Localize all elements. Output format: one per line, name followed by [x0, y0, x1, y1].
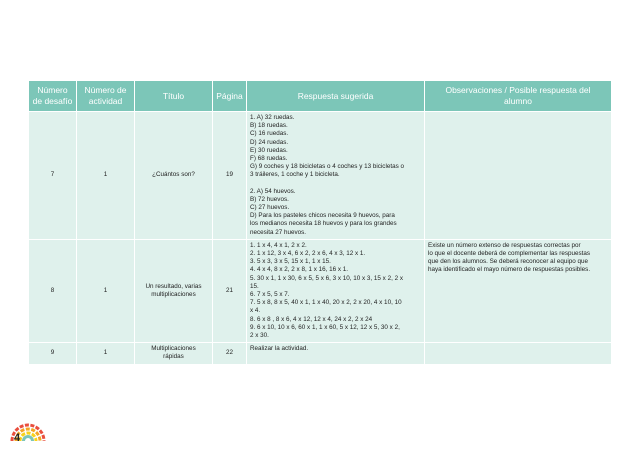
cell-line: que den los alumnos. Se deberá reconocer al equipo que: [428, 258, 588, 266]
cell-line: multiplicaciones: [151, 291, 196, 299]
cell-line: 9. 6 x 10, 10 x 6, 60 x 1, 1 x 60, 5 x 12, 12 x 5, 30 x 2,: [250, 323, 400, 331]
cell-numero-actividad: 1: [77, 343, 135, 364]
cell-titulo: [135, 112, 213, 240]
answers-table: [28, 80, 612, 365]
header-observaciones: Observaciones / Posible respuesta del alumno: [425, 81, 612, 112]
cell-line: E) 30 ruedas.: [250, 146, 288, 154]
cell-numero-desafio: 8: [29, 239, 77, 342]
cell-observaciones: [425, 343, 612, 364]
page-number: 4: [14, 432, 21, 444]
cell-numero-desafio: 9: [29, 343, 77, 364]
cell-line: D) 24 ruedas.: [250, 138, 289, 146]
cell-line: 2 x 30.: [250, 332, 269, 340]
cell-numero-actividad: 1: [77, 112, 135, 240]
cell-observaciones: [425, 112, 612, 240]
cell-respuesta: [247, 343, 425, 364]
cell-line: ¿Cuántos son?: [152, 171, 195, 179]
cell-numero-desafio: 7: [29, 112, 77, 240]
header-titulo: Título: [135, 81, 213, 112]
cell-respuesta: [247, 112, 425, 240]
cell-line: 3 tráileres, 1 coche y 1 bicicleta.: [250, 171, 340, 179]
cell-respuesta: [247, 239, 425, 342]
cell-titulo: [135, 343, 213, 364]
cell-line: G) 9 coches y 18 bicicletas o 4 coches y 13 bicicletas o: [250, 163, 405, 171]
cell-line: C) 27 huevos.: [250, 204, 290, 212]
header-respuesta: Respuesta sugerida: [247, 81, 425, 112]
cell-line: 2. 1 x 12, 3 x 4, 6 x 2, 2 x 6, 4 x 3, 12 x 1.: [250, 250, 366, 258]
cell-line: Existe un número extenso de respuestas correctas por: [428, 241, 581, 249]
cell-line: D) Para los pasteles chicos necesita 9 huevos, para: [250, 212, 395, 220]
cell-line: lo que el docente deberá de complementar las respuestas: [428, 250, 591, 258]
cell-line: B) 72 huevos.: [250, 195, 289, 203]
cell-line: 2. A) 54 huevos.: [250, 187, 296, 195]
cell-line: Un resultado, varias: [145, 282, 202, 290]
cell-numero-actividad: 1: [77, 239, 135, 342]
table-row: [29, 112, 612, 240]
cell-line: necesita 27 huevos.: [250, 228, 307, 236]
header-pagina: Página: [213, 81, 247, 112]
cell-line: 6. 7 x 5, 5 x 7.: [250, 291, 290, 299]
cell-line: 4. 4 x 4, 8 x 2, 2 x 8, 1 x 16, 16 x 1.: [250, 266, 349, 274]
cell-line: los medianos necesita 18 huevos y para los grandes: [250, 220, 397, 228]
cell-line: 1. A) 32 ruedas.: [250, 114, 295, 121]
header-numero-actividad: Número de actividad: [77, 81, 135, 112]
cell-line: 5. 30 x 1, 1 x 30, 6 x 5, 5 x 6, 3 x 10, 10 x 3, 15 x 2, 2 x: [250, 274, 403, 282]
cell-line: haya identificado el mayo número de respuestas posibles.: [428, 266, 591, 274]
cell-line: Realizar la actividad.: [250, 345, 309, 353]
cell-pagina: 19: [213, 112, 247, 240]
cell-line: rápidas: [163, 353, 184, 361]
table-row: [29, 343, 612, 364]
cell-line: F) 68 ruedas.: [250, 155, 288, 163]
cell-line: C) 16 ruedas.: [250, 130, 289, 138]
cell-line: 15.: [250, 282, 259, 290]
cell-line: x 4.: [250, 307, 261, 315]
cell-line: B) 18 ruedas.: [250, 122, 288, 130]
cell-pagina: 21: [213, 239, 247, 342]
header-numero-desafio: Número de desafío: [29, 81, 77, 112]
cell-titulo: [135, 239, 213, 342]
header-row: [29, 81, 612, 112]
cell-line: 1. 1 x 4, 4 x 1, 2 x 2.: [250, 241, 307, 249]
cell-pagina: 22: [213, 343, 247, 364]
table-row: [29, 239, 612, 342]
cell-observaciones: [425, 239, 612, 342]
cell-line: 3. 5 x 3, 3 x 5, 15 x 1, 1 x 15.: [250, 258, 331, 266]
cell-line: 7. 5 x 8, 8 x 5, 40 x 1, 1 x 40, 20 x 2, 2 x 20, 4 x 10, 10: [250, 299, 402, 307]
cell-line: Multiplicaciones: [151, 345, 196, 353]
cell-line: 8. 6 x 8 , 8 x 6, 4 x 12, 12 x 4, 24 x 2, 2 x 24: [250, 315, 373, 323]
